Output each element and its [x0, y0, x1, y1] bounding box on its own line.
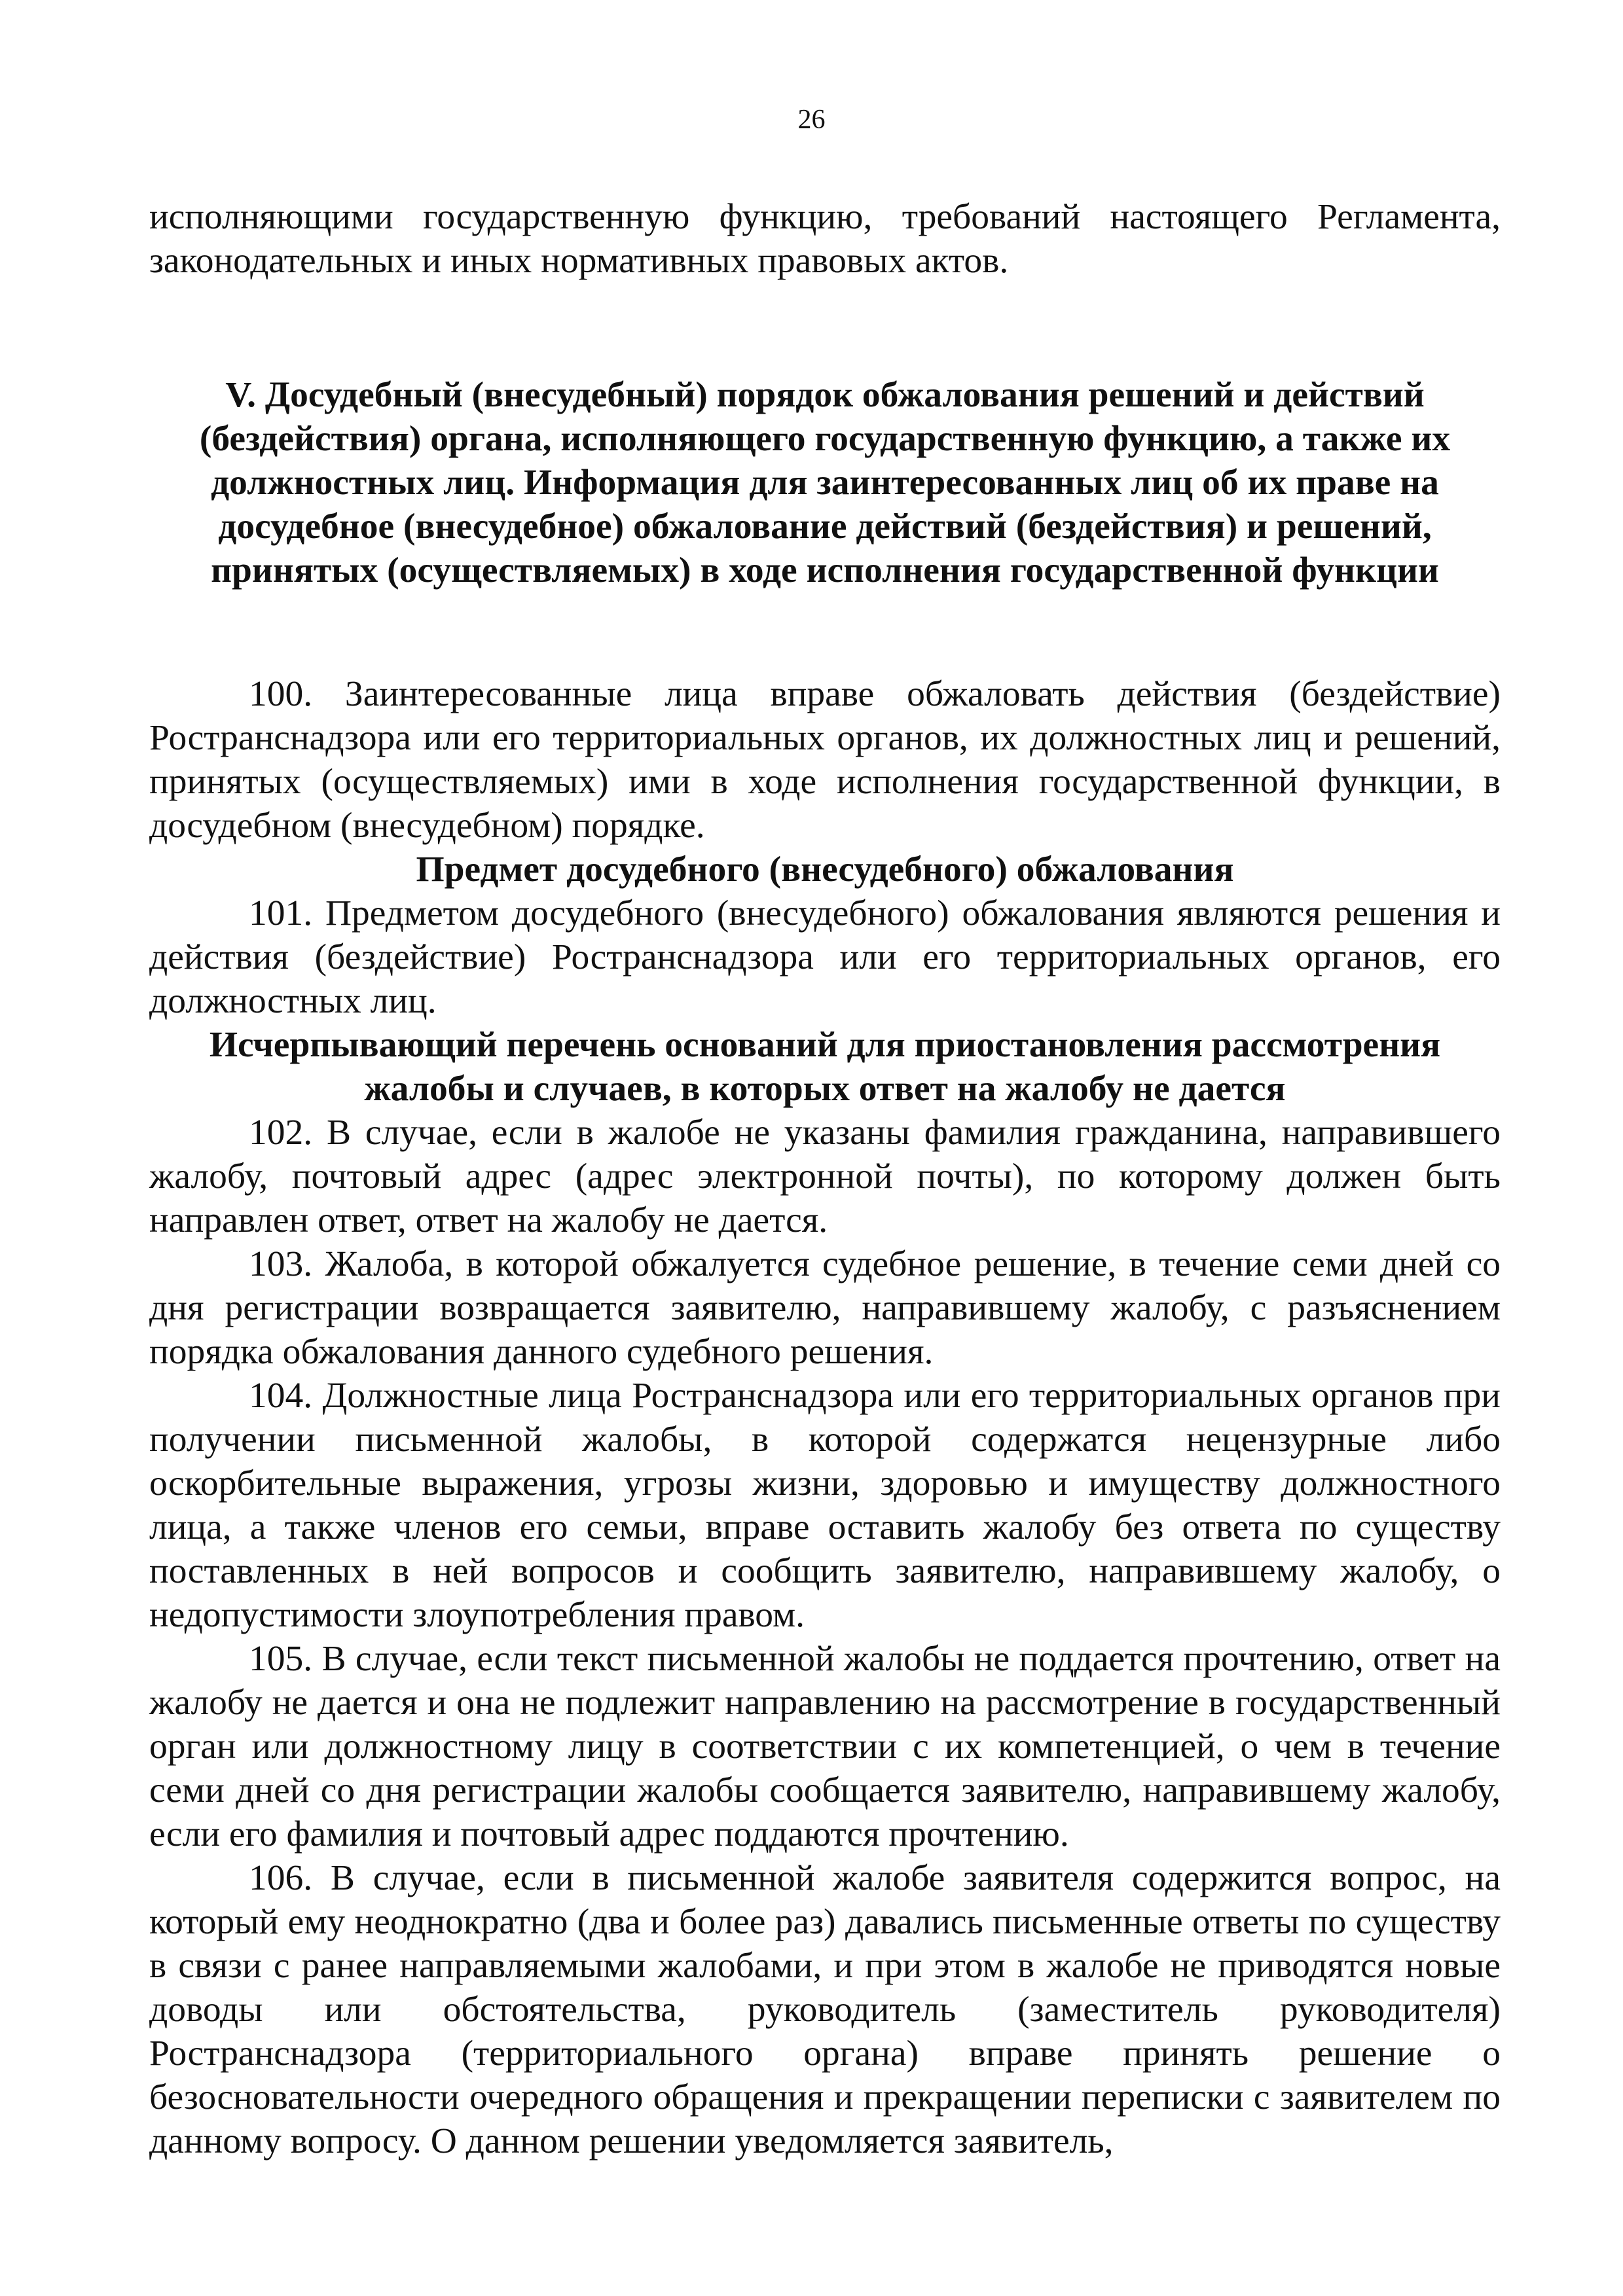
paragraph-104: 104. Должностные лица Ространснадзора или его территориальных органов при получении письменной жалобы, в которой содержатся нецензурные либо оскорбительные выражения, угрозы жизни, здоровью и имуществу должностного лица, а также членов его семьи, вправе оставить жалобу без ответа по существу поставленных в ней вопросов и сообщить заявителю, направившему жалобу, о недопустимости злоупотребления правом.	[149, 1376, 1501, 1635]
paragraph-105: 105. В случае, если текст письменной жалобы не поддается прочтению, ответ на жалобу не дается и она не подлежит направлению на рассмотрение в государственный орган или должностному лицу в соответствии с их компетенцией, о чем в течение семи дней со дня регистрации жалобы сообщается заявителю, направившему жалобу, если его фамилия и почтовый адрес поддаются прочтению.	[149, 1639, 1501, 1854]
paragraph-106: 106. В случае, если в письменной жалобе заявителя содержится вопрос, на который ему неоднократно (два и более раз) давались письменные ответы по существу в связи с ранее направляемыми жалобами, и при этом в жалобе не приводятся новые доводы или обстоятельства, руководитель (заместитель руководителя) Ространснадзора (территориального органа) вправе принять решение о безосновательности очередного обращения и прекращении переписки с заявителем по данному вопросу. О данном решении уведомляется заявитель,	[149, 1858, 1501, 2161]
subheading-grounds-list: Исчерпывающий перечень оснований для приостановления рассмотрения жалобы и случаев, в которых ответ на жалобу не дается	[209, 1025, 1441, 1109]
continuation-paragraph: исполняющими государственную функцию, требований настоящего Регламента, законодательных и иных нормативных правовых актов.	[149, 197, 1501, 281]
subheading-subject-of-appeal: Предмет досудебного (внесудебного) обжалования	[416, 850, 1234, 889]
page-content	[149, 195, 1501, 2163]
paragraph-100: 100. Заинтересованные лица вправе обжаловать действия (бездействие) Ространснадзора или его территориальных органов, их должностных лиц и решений, принятых (осуществляемых) ими в ходе исполнения государственной функции, в досудебном (внесудебном) порядке.	[149, 674, 1501, 846]
paragraph-101: 101. Предметом досудебного (внесудебного) обжалования являются решения и действия (бездействие) Ространснадзора или его территориальных органов, его должностных лиц.	[149, 893, 1501, 1021]
paragraph-102: 102. В случае, если в жалобе не указаны фамилия гражданина, направившего жалобу, почтовый адрес (адрес электронной почты), по которому должен быть направлен ответ, ответ на жалобу не дается.	[149, 1113, 1501, 1240]
section-title: V. Досудебный (внесудебный) порядок обжалования решений и действий (бездействия) органа, исполняющего государственную функцию, а также их должностных лиц. Информация для заинтересованных лиц об их праве на досудебное (внесудебное) обжалование действий (бездействия) и решений, принятых (осуществляемых) в ходе исполнения государственной функции	[199, 375, 1451, 590]
paragraph-103: 103. Жалоба, в которой обжалуется судебное решение, в течение семи дней со дня регистрации возвращается заявителю, направившему жалобу, с разъяснением порядка обжалования данного судебного решения.	[149, 1244, 1501, 1372]
page-number: 26	[797, 105, 826, 135]
